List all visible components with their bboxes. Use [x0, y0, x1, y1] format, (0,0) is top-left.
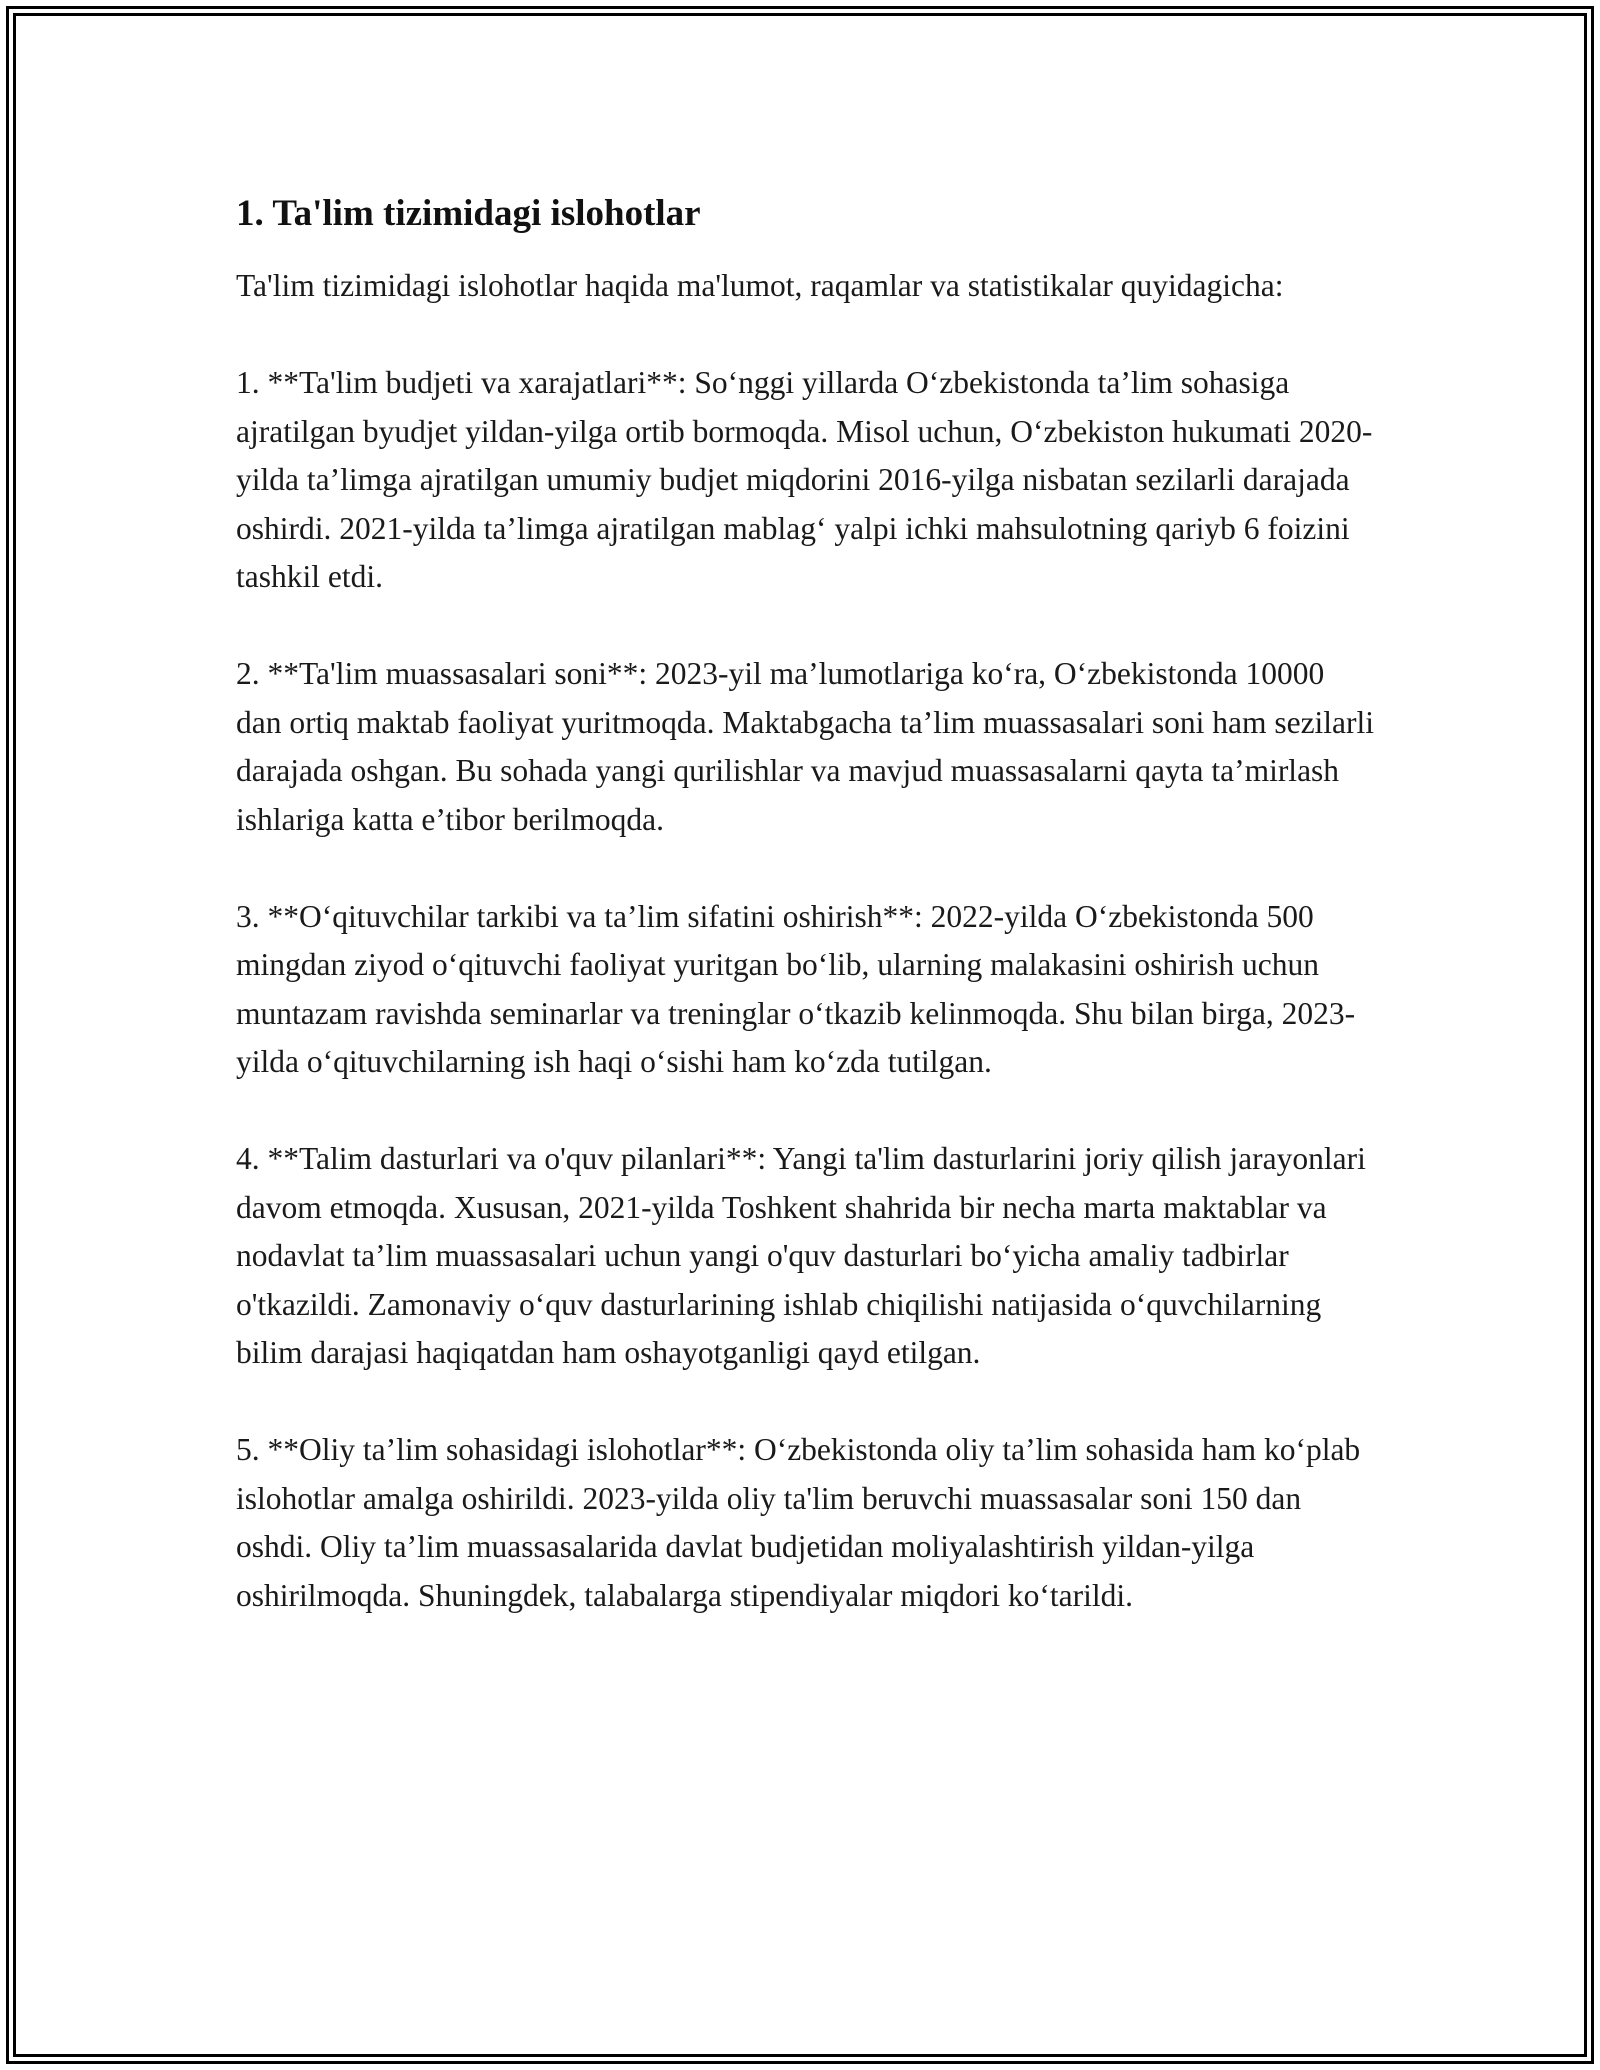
paragraph-teachers: 3. **O‘qituvchilar tarkibi va ta’lim sifatini oshirish**: 2022-yilda O‘zbekistonda 500 mingdan ziyod o‘qituvchi faoliyat yuritgan bo‘lib, ularning malakasini oshirish uchun muntazam ravishda seminarlar va treninglar o‘tkazib kelinmoqda. Shu bilan birga, 2023-yilda o‘qituvchilarning ish haqi o‘sishi ham ko‘zda tutilgan.: [236, 898, 1356, 1079]
document-body: [236, 186, 1376, 1669]
section-title: 1. Ta'lim tizimidagi islohotlar: [236, 193, 701, 234]
paragraph-institutions: 2. **Ta'lim muassasalari soni**: 2023-yil ma’lumotlariga ko‘ra, O‘zbekistonda 10000 dan ortiq maktab faoliyat yuritmoqda. Maktabgacha ta’lim muassasalari soni ham sezilarli darajada oshgan. Bu sohada yangi qurilishlar va mavjud muassasalarni qayta ta’mirlash ishlariga katta e’tibor berilmoqda.: [236, 656, 1375, 837]
paragraph-budget: 1. **Ta'lim budjeti va xarajatlari**: So‘nggi yillarda O‘zbekistonda ta’lim sohasiga ajratilgan byudjet yildan-yilga ortib bormoqda. Misol uchun, O‘zbekiston hukumati 2020-yilda ta’limga ajratilgan umumiy budjet miqdorini 2016-yilga nisbatan sezilarli darajada oshirdi. 2021-yilda ta’limga ajratilgan mablag‘ yalpi ichki mahsulotning qariyb 6 foizini tashkil etdi.: [236, 365, 1373, 594]
intro-paragraph: Ta'lim tizimidagi islohotlar haqida ma'lumot, raqamlar va statistikalar quyidagicha:: [236, 268, 1284, 303]
paragraph-curricula: 4. **Talim dasturlari va o'quv pilanlari**: Yangi ta'lim dasturlarini joriy qilish jarayonlari davom etmoqda. Xususan, 2021-yilda Toshkent shahrida bir necha marta maktablar va nodavlat ta’lim muassasalari uchun yangi o'quv dasturlari bo‘yicha amaliy tadbirlar o'tkazildi. Zamonaviy o‘quv dasturlarining ishlab chiqilishi natijasida o‘quvchilarning bilim darajasi haqiqatdan ham oshayotganligi qayd etilgan.: [236, 1141, 1366, 1370]
paragraph-higher-education: 5. **Oliy ta’lim sohasidagi islohotlar**: O‘zbekistonda oliy ta’lim sohasida ham ko‘plab islohotlar amalga oshirildi. 2023-yilda oliy ta'lim beruvchi muassasalar soni 150 dan oshdi. Oliy ta’lim muassasalarida davlat budjetidan moliyalashtirish yildan-yilga oshirilmoqda. Shuningdek, talabalarga stipendiyalar miqdori ko‘tarildi.: [236, 1432, 1361, 1613]
